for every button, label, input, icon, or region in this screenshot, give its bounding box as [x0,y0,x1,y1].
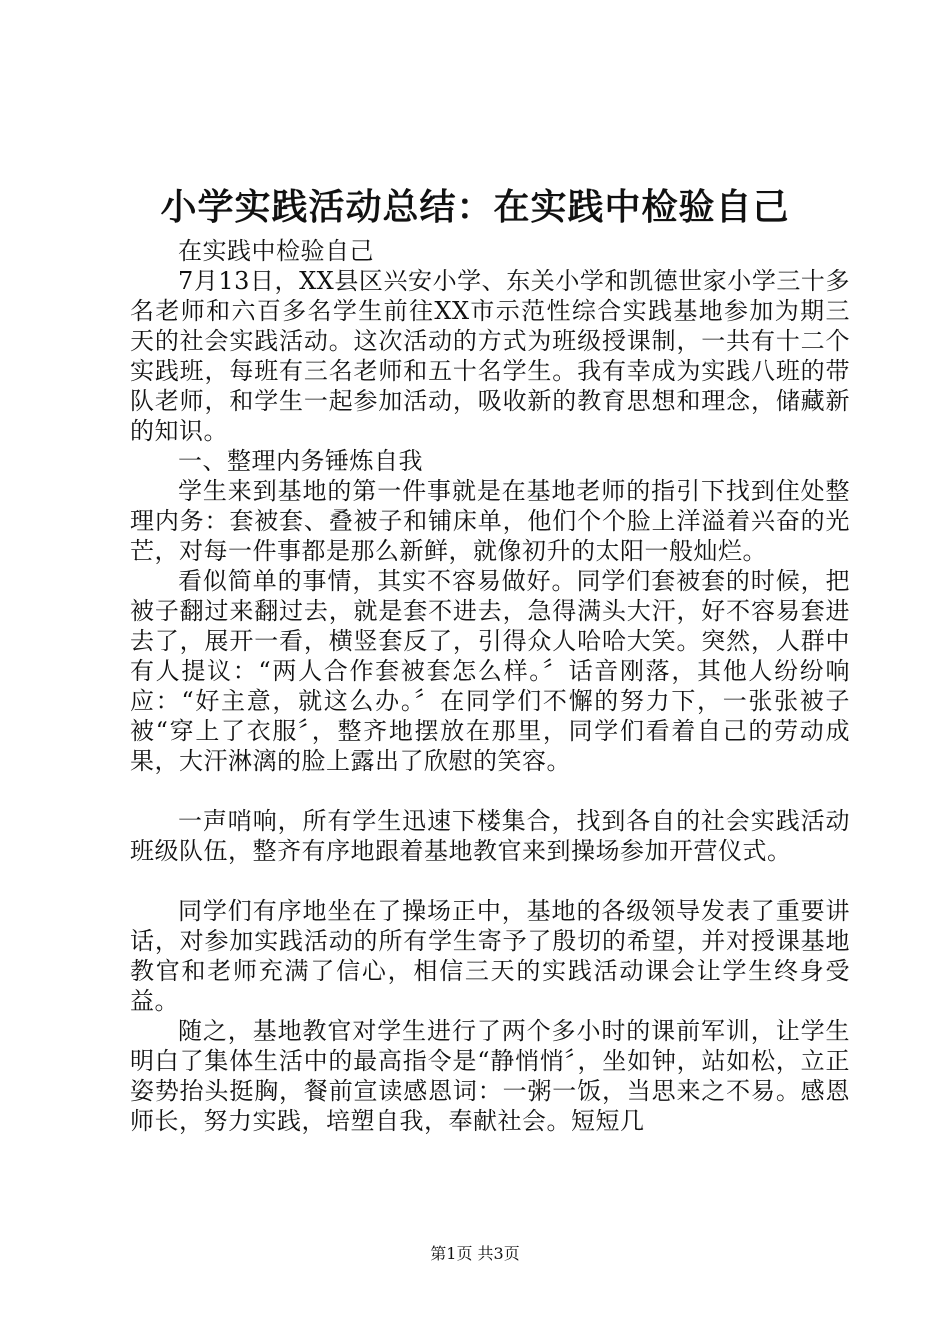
document-body [130,236,850,1136]
body-paragraph: 随之，基地教官对学生进行了两个多小时的课前军训，让学生明白了集体生活中的最高指令是“静悄悄〞，坐如钟，站如松，立正姿势抬头挺胸，餐前宣读感恩词：一粥一饭，当思来之不易。感恩师长，努力实践，培塑自我，奉献社会。短短几 [130,1017,850,1135]
body-paragraph: 一声哨响，所有学生迅速下楼集合，找到各自的社会实践活动班级队伍，整齐有序地跟着基地教官来到操场参加开营仪式。 [130,807,850,865]
section-heading: 一、整理内务锤炼自我 [178,447,423,475]
document-title: 小学实践活动总结：在实践中检验自己 [160,187,790,228]
body-paragraph: 看似简单的事情，其实不容易做好。同学们套被套的时候，把被子翻过来翻过去，就是套不进去，急得满头大汗，好不容易套进去了，展开一看，横竖套反了，引得众人哈哈大笑。突然，人群中有人提议：“两人合作套被套怎么样。〞话音刚落，其他人纷纷响应：“好主意，就这么办。〞在同学们不懈的努力下，一张张被子被“穿上了衣服〞，整齐地摆放在那里，同学们看着自己的劳动成果，大汗淋漓的脸上露出了欣慰的笑容。 [130,567,850,775]
body-paragraph: 学生来到基地的第一件事就是在基地老师的指引下找到住处整理内务：套被套、叠被子和铺床单，他们个个脸上洋溢着兴奋的光芒，对每一件事都是那么新鲜，就像初升的太阳一般灿烂。 [130,477,850,565]
body-paragraph: 7月13日，XX县区兴安小学、东关小学和凯德世家小学三十多名老师和六百多名学生前往XX市示范性综合实践基地参加为期三天的社会实践活动。这次活动的方式为班级授课制，一共有十二个实践班，每班有三名老师和五十名学生。我有幸成为实践八班的带队老师，和学生一起参加活动，吸收新的教育思想和理念，储藏新的知识。 [130,267,850,445]
body-paragraph: 同学们有序地坐在了操场正中，基地的各级领导发表了重要讲话，对参加实践活动的所有学生寄予了殷切的希望，并对授课基地教官和老师充满了信心，相信三天的实践活动课会让学生终身受益。 [130,897,850,1015]
subtitle-paragraph: 在实践中检验自己 [178,237,374,265]
page-number-footer: 第1页 共3页 [430,1244,520,1263]
